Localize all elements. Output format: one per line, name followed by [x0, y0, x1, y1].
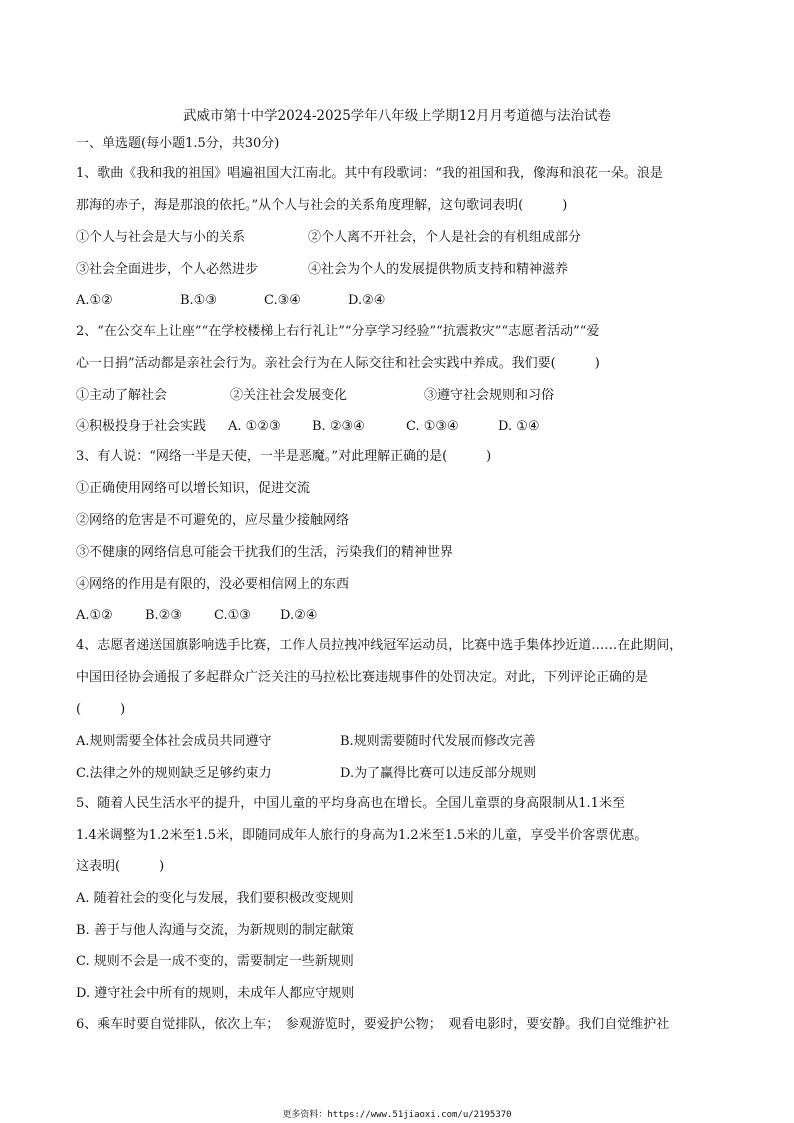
q1-stem-line1: 1、歌曲《我和我的祖国》唱遍祖国大江南北。其中有段歌词：“我的祖国和我，像海和浪花一朵。浪是 — [76, 166, 663, 181]
q3-statement-1: ①正确使用网络可以增长知识，促进交流 — [76, 481, 311, 496]
q3-statement-2: ②网络的危害是不可避免的，应尽量少接触网络 — [76, 513, 350, 528]
q1-statement-3: ③社会全面进步，个人必然进步 — [76, 262, 259, 277]
q4-choice-b[interactable]: B.规则需要随时代发展而修改完善 — [340, 734, 536, 749]
exam-title: 武威市第十中学2024-2025学年八年级上学期12月月考道德与法治试卷 — [183, 108, 611, 124]
q4-choice-d[interactable]: D.为了赢得比赛可以违反部分规则 — [340, 766, 537, 781]
q5-stem-line1: 5、随着人民生活水平的提升，中国儿童的平均身高也在增长。全国儿童票的身高限制从1.1米至 — [76, 796, 625, 811]
q2-statement-1: ①主动了解社会 — [76, 388, 168, 403]
q1-choice-a[interactable]: A.①② — [76, 293, 113, 308]
q3-choice-c[interactable]: C.①③ — [214, 608, 251, 623]
q1-choice-b[interactable]: B.①③ — [180, 293, 217, 308]
q5-choice-b[interactable]: B. 善于与他人沟通与交流，为新规则的制定献策 — [76, 923, 354, 938]
q1-choice-c[interactable]: C.③④ — [264, 293, 301, 308]
q3-statement-4: ④网络的作用是有限的，没必要相信网上的东西 — [76, 577, 350, 592]
section-heading: 一、单选题(每小题1.5分，共30分) — [76, 136, 280, 151]
q2-choice-c[interactable]: C. ①③④ — [406, 419, 459, 434]
q3-statement-3: ③不健康的网络信息可能会干扰我们的生活，污染我们的精神世界 — [76, 545, 454, 560]
q2-choice-d[interactable]: D. ①④ — [498, 419, 540, 434]
q2-stem-line2: 心一日捐”活动都是亲社会行为。亲社会行为在人际交往和社会实践中养成。我们要( ) — [76, 356, 600, 371]
q2-stem-line1: 2、“在公交车上让座”“在学校楼梯上右行礼让”“分享学习经验”“抗震救灾”“志愿者活动”“爱 — [76, 324, 600, 339]
q2-statement-3: ③遵守社会规则和习俗 — [424, 388, 555, 403]
q2-choice-a[interactable]: A. ①②③ — [228, 419, 281, 434]
q5-stem-line2: 1.4米调整为1.2米至1.5米，即随同成年人旅行的身高为1.2米至1.5米的儿童，享受半价客票优惠。 — [76, 828, 648, 843]
q4-choice-c[interactable]: C.法律之外的规则缺乏足够约束力 — [76, 766, 272, 781]
q3-choice-a[interactable]: A.①② — [76, 608, 113, 623]
q2-statement-4: ④积极投身于社会实践 — [76, 419, 207, 434]
q3-choice-b[interactable]: B.②③ — [145, 608, 182, 623]
q1-stem-line2: 那海的赤子，海是那浪的依托。”从个人与社会的关系角度理解，这句歌词表明( ) — [76, 198, 568, 213]
q1-choice-d[interactable]: D.②④ — [348, 293, 386, 308]
q1-statement-1: ①个人与社会是大与小的关系 — [76, 230, 246, 245]
q2-choice-b[interactable]: B. ②③④ — [312, 419, 365, 434]
q6-stem-line1: 6、乘车时要自觉排队，依次上车； 参观游览时，要爱护公物； 观看电影时，要安静。我们自觉维护社 — [76, 1017, 670, 1032]
q5-stem-line3: 这表明( ) — [76, 859, 165, 874]
q1-statement-2: ②个人离不开社会，个人是社会的有机组成部分 — [308, 230, 582, 245]
q4-choice-a[interactable]: A.规则需要全体社会成员共同遵守 — [76, 734, 272, 749]
q4-stem-line1: 4、志愿者递送国旗影响选手比赛，工作人员拉拽冲线冠军运动员，比赛中选手集体抄近道……在此期间， — [76, 638, 683, 653]
q2-statement-2: ②关注社会发展变化 — [230, 388, 348, 403]
q4-stem-line2: 中国田径协会通报了多起群众广泛关注的马拉松比赛违规事件的处罚决定。对此，下列评论正确的是 — [76, 670, 649, 685]
q5-choice-a[interactable]: A. 随着社会的变化与发展，我们要积极改变规则 — [76, 891, 354, 906]
page-footer: 更多资料：https://www.51jiaoxi.com/u/2195370 — [282, 1110, 512, 1120]
q5-choice-d[interactable]: D. 遵守社会中所有的规则，未成年人都应守规则 — [76, 986, 355, 1001]
q3-choice-d[interactable]: D.②④ — [280, 608, 318, 623]
q4-stem-line3: ( ) — [76, 702, 126, 717]
q3-stem: 3、有人说：“网络一半是天使，一半是恶魔。”对此理解正确的是( ) — [76, 449, 492, 464]
q5-choice-c[interactable]: C. 规则不会是一成不变的，需要制定一些新规则 — [76, 954, 354, 969]
q1-statement-4: ④社会为个人的发展提供物质支持和精神滋养 — [308, 262, 569, 277]
